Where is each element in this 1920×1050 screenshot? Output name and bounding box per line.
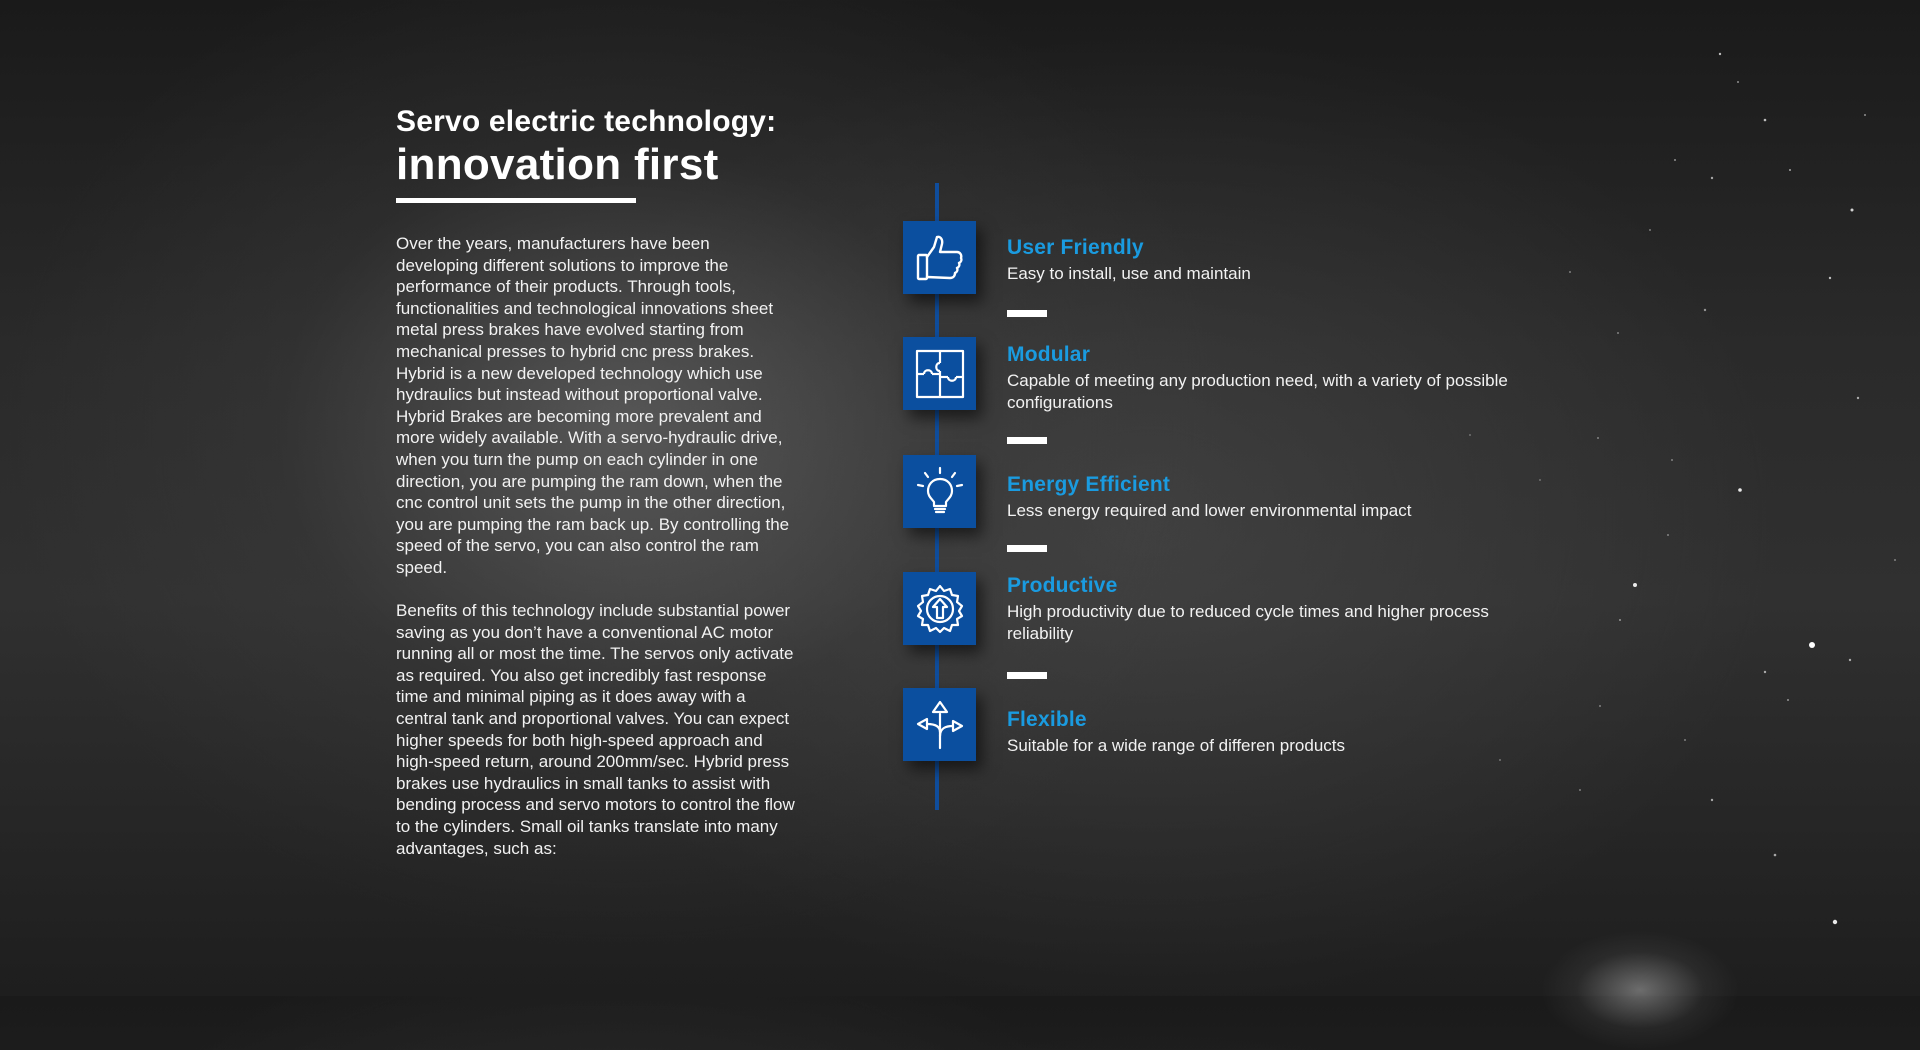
feature-productive (1007, 573, 1527, 644)
feature-description: High productivity due to reduced cycle times and higher process reliability (1007, 602, 1489, 643)
light-glow (1540, 930, 1740, 1050)
feature-flexible (1007, 707, 1527, 757)
section-subtitle: innovation first (396, 140, 719, 189)
thumbs-up-icon (913, 231, 967, 285)
feature-title: Flexible (1007, 708, 1087, 731)
feature-description: Less energy required and lower environmental impact (1007, 501, 1412, 520)
intro-body (396, 233, 796, 859)
feature-modular (1007, 342, 1527, 413)
intro-paragraph-1: Over the years, manufacturers have been developing different solutions to improve the performance of their products. Through tools, functionalities and technological innovations sheet metal press brakes have evolved starting from mechanical presses to hybrid cnc press brakes. Hybrid is a new developed technology which use hydraulics but instead without proportional valve. Hybrid Brakes are becoming more prevalent and more widely available. With a servo-hydraulic drive, when you turn the pump on each cylinder in one direction, you are pumping the ram down, when the cnc control unit sets the pump in the other direction, you are pumping the ram back up. By controlling the speed of the servo, you can also control the ram speed. (396, 234, 790, 577)
feature-title: User Friendly (1007, 236, 1144, 259)
feature-description: Capable of meeting any production need, with a variety of possible configurations (1007, 371, 1508, 412)
lightbulb-icon (913, 465, 967, 519)
feature-energy-efficient (1007, 472, 1527, 522)
feature-user-friendly (1007, 235, 1527, 285)
feature-description: Easy to install, use and maintain (1007, 264, 1251, 283)
flexible-icon-box (903, 688, 976, 761)
intro-section (396, 104, 796, 881)
energy-efficient-icon-box (903, 455, 976, 528)
feature-divider (1007, 672, 1047, 679)
feature-divider (1007, 437, 1047, 444)
split-arrows-icon (913, 698, 967, 752)
gear-arrow-icon (913, 582, 967, 636)
user-friendly-icon-box (903, 221, 976, 294)
feature-title: Productive (1007, 574, 1118, 597)
puzzle-icon (913, 347, 967, 401)
productive-icon-box (903, 572, 976, 645)
feature-title: Modular (1007, 343, 1091, 366)
feature-title: Energy Efficient (1007, 473, 1171, 496)
feature-description: Suitable for a wide range of differen products (1007, 736, 1346, 755)
feature-divider (1007, 310, 1047, 317)
title-underline (396, 198, 636, 203)
feature-divider (1007, 545, 1047, 552)
modular-icon-box (903, 337, 976, 410)
intro-paragraph-2: Benefits of this technology include substantial power saving as you don’t have a conventional AC motor running all or most the time. The servos only activate as required. You also get incredibly fast response time and minimal piping as it does away with a central tank and proportional valves. You can expect higher speeds for both high-speed approach and high-speed return, around 200mm/sec. Hybrid press brakes use hydraulics in small tanks to assist with bending process and servo motors to control the flow to the cylinders. Small oil tanks translate into many advantages, such as: (396, 601, 795, 858)
section-title: Servo electric technology: (396, 105, 777, 138)
